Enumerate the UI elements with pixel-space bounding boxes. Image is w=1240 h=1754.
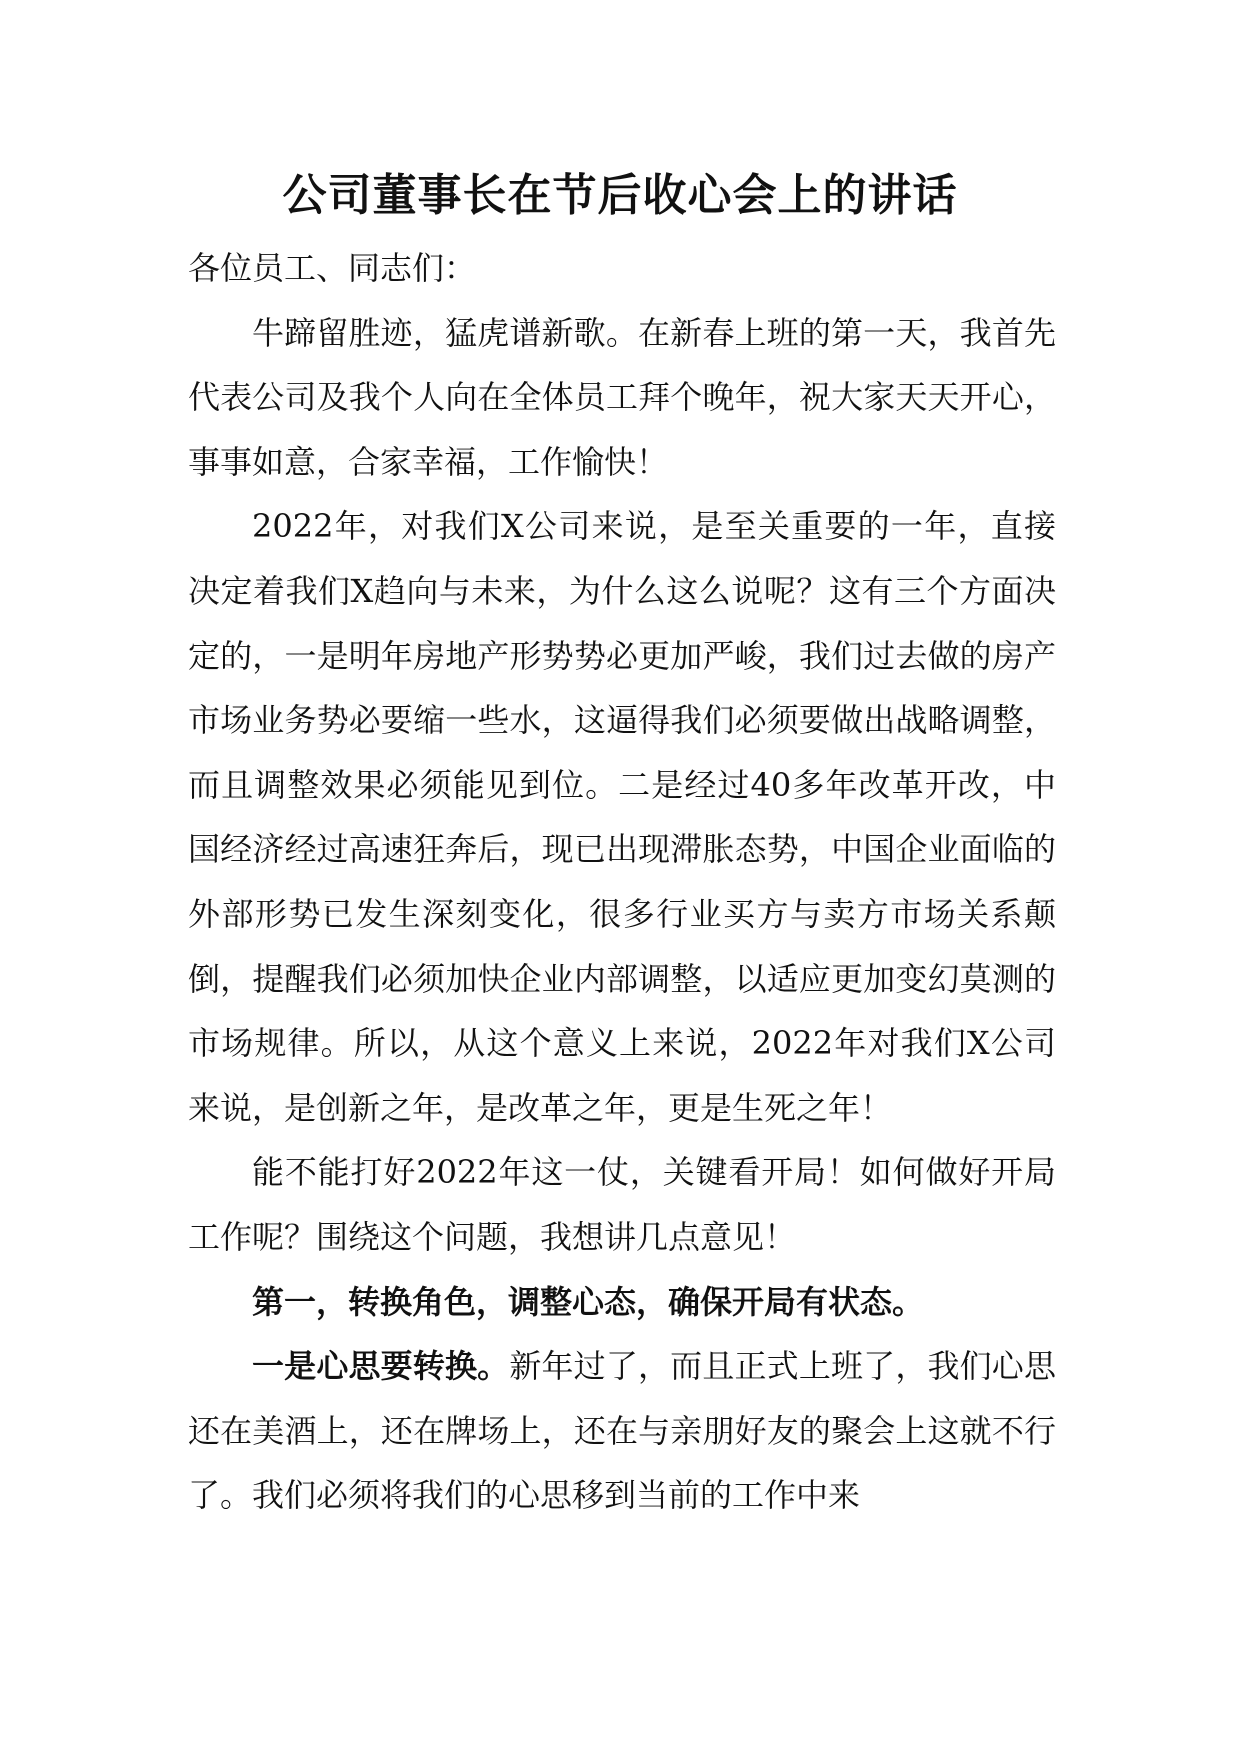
point-one-lead: 一是心思要转换。 [252, 1347, 510, 1386]
paragraph-opening: 能不能打好2022年这一仗，关键看开局！如何做好开局工作呢？围绕这个问题，我想讲几点意见！ [188, 1153, 1056, 1256]
paragraph-year-importance: 2022年，对我们X公司来说，是至关重要的一年，直接决定着我们X趋向与未来，为什么这么说呢？这有三个方面决定的，一是明年房地产形势势必更加严峻，我们过去做的房产市场业务势必要缩一些水，这逼得我们必须要做出战略调整，而且调整效果必须能见到位。二是经过40多年改革开改，中国经济经过高速狂奔后，现已出现滞胀态势，中国企业面临的外部形势已发生深刻变化，很多行业买方与卖方市场关系颠倒，提醒我们必须加快企业内部调整，以适应更加变幻莫测的市场规律。所以，从这个意义上来说，2022年对我们X公司来说，是创新之年，是改革之年，更是生死之年！ [188, 507, 1056, 1127]
point-one-text: 新年过了，而且正式上班了，我们心思还在美酒上，还在牌场上，还在与亲朋好友的聚会上这就不行了。我们必须将我们的心思移到当前的工作中来 [188, 1347, 1056, 1515]
section-heading: 第一，转换角色，调整心态，确保开局有状态。 [252, 1282, 925, 1321]
salutation: 各位员工、同志们： [188, 249, 477, 287]
paragraph-greeting: 牛蹄留胜迹，猛虎谱新歌。在新春上班的第一天，我首先代表公司及我个人向在全体员工拜个晚年，祝大家天天开心，事事如意，合家幸福，工作愉快！ [188, 313, 1056, 481]
document-title: 公司董事长在节后收心会上的讲话 [282, 170, 958, 221]
document-body [188, 236, 1056, 1528]
paragraph-point-one [188, 1334, 1056, 1528]
